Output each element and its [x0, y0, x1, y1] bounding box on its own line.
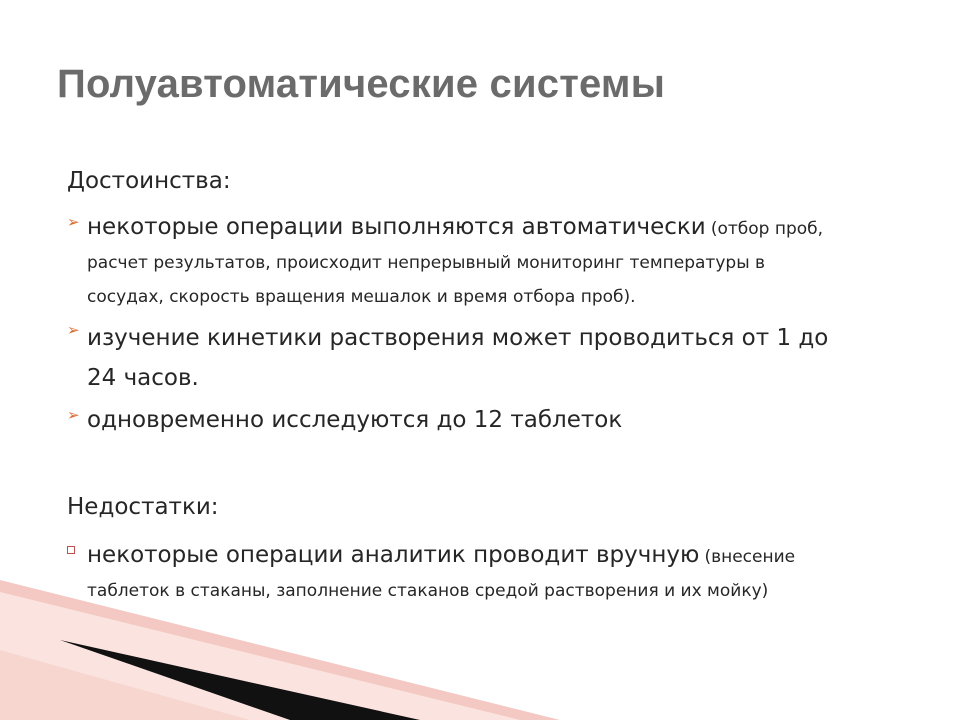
advantage-item-2 — [67, 318, 917, 398]
disadvantage-item-1-note-1: (внесение — [704, 547, 796, 567]
slide-title: Полуавтоматические системы — [57, 62, 666, 106]
advantage-item-3-main: одновременно исследуются до 12 таблеток — [87, 407, 623, 433]
advantage-item-1-note-2: расчет результатов, происходит непрерывный мониторинг температуры в — [87, 253, 766, 273]
advantage-item-1 — [67, 210, 917, 314]
disadvantage-item-1-note-2: таблеток в стаканы, заполнение стаканов средой растворения и их мойку) — [87, 581, 769, 601]
decorative-swoosh — [0, 580, 960, 720]
advantage-item-1-note-1: (отбор проб, — [710, 219, 824, 239]
arrow-bullet-icon: ➢ — [67, 406, 80, 424]
advantage-item-1-main: некоторые операции выполняются автоматически — [87, 214, 706, 240]
advantages-heading: Достоинства: — [67, 168, 231, 194]
arrow-bullet-icon: ➢ — [67, 213, 80, 231]
advantage-item-1-note-3: сосудах, скорость вращения мешалок и время отбора проб). — [87, 287, 636, 307]
advantage-item-2-main-2: 24 часов. — [87, 365, 199, 391]
advantage-item-2-main-1: изучение кинетики растворения может проводиться от 1 до — [87, 325, 829, 351]
square-bullet-icon — [67, 546, 75, 554]
arrow-bullet-icon: ➢ — [67, 321, 80, 339]
disadvantage-item-1-main: некоторые операции аналитик проводит вручную — [87, 542, 700, 568]
advantage-item-3 — [67, 403, 917, 437]
disadvantages-heading: Недостатки: — [67, 494, 219, 520]
